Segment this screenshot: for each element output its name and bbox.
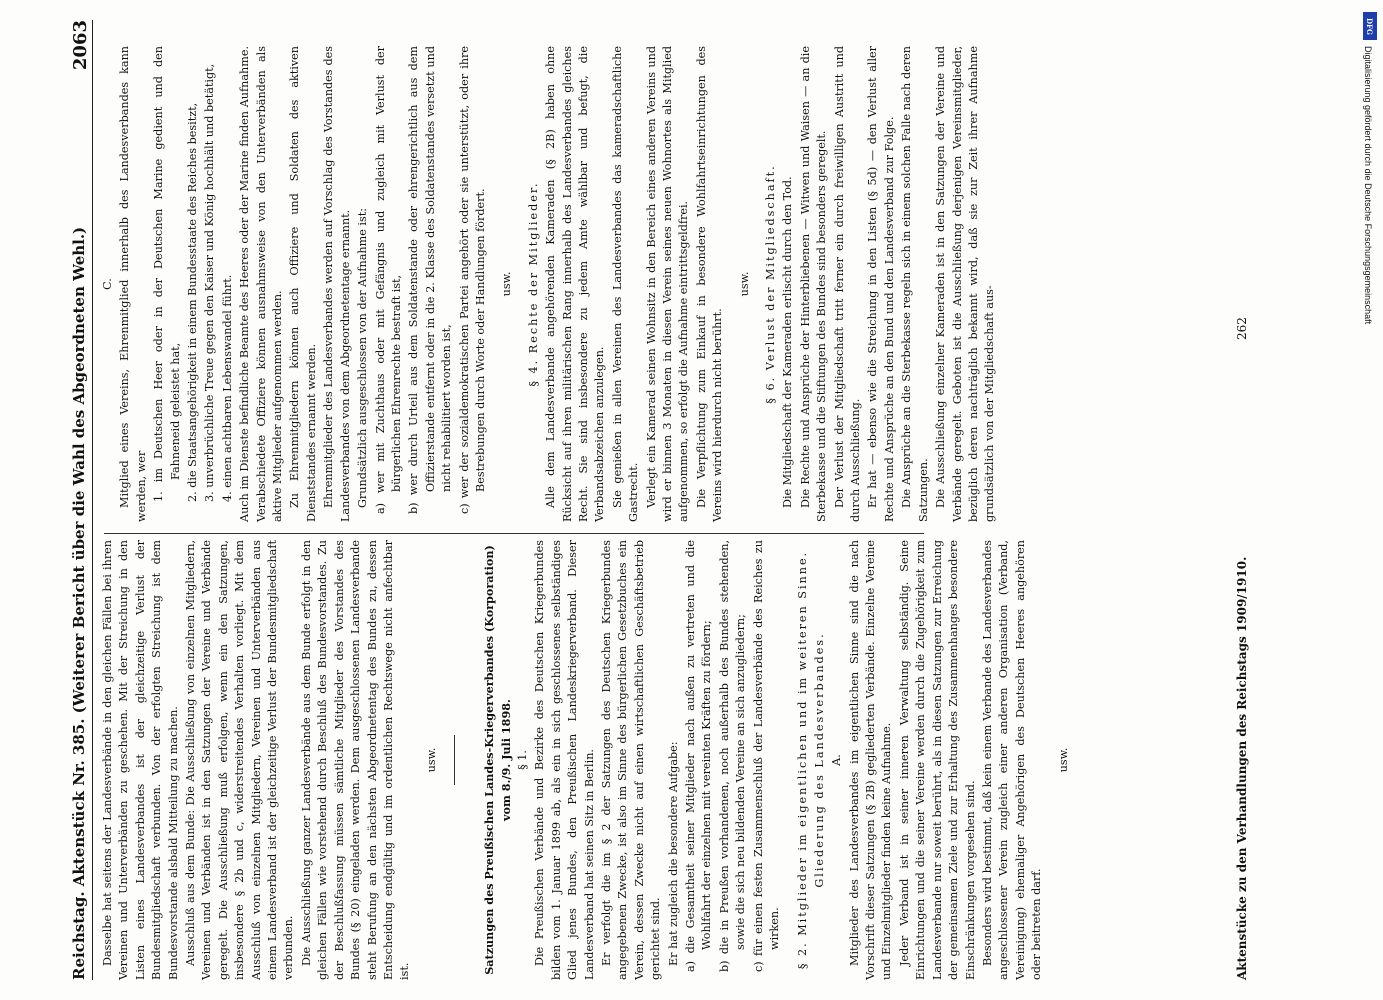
- list-item: b) die in Preußen vorhandenen, noch außerhalb des Bundes stehenden, sowie die sich neu bildenden Vereine an sich anzugliedern;: [717, 540, 748, 972]
- list-item: 3. unverbrüchliche Treue gegen den Kaiser und König hochhält und betätigt,: [203, 63, 217, 502]
- subsection-heading: A.: [830, 754, 844, 766]
- usw-marker: usw.: [424, 747, 438, 773]
- section-heading: § 4. Rechte der Mitglieder.: [526, 181, 540, 387]
- paragraph: Er verfolgt die im § 2 der Satzungen des Deutschen Kriegerbundes angegebenen Zwecke, ist also im Sinne des bürgerlichen Gesetzbuches ein Verein, dessen Zwecke nicht auf einen wirtschaftlichen Geschäftsbetrieb gerichtet sind.: [599, 540, 663, 980]
- list-item: c) für einen festen Zusammenschluß der Landesverbände des Reiches zu wirken.: [751, 540, 782, 972]
- section-heading: § 1.: [515, 750, 529, 770]
- paragraph: Auch im Dienste befindliche Beamte des Heeres oder der Marine finden Aufnahme. Verabschiedete Offiziere können ausnahmsweise von den Unterverbänden als aktive Mitglieder aufgenommen werden.: [238, 46, 285, 522]
- usw-marker: usw.: [1056, 747, 1070, 773]
- statute-title: Satzungen des Preußischen Landes-Kriegerverbandes (Korporation) vom 8./9. Juli 1898.: [482, 545, 513, 975]
- paragraph: Alle dem Landesverbande angehörenden Kameraden (§ 2B) haben ohne Rücksicht auf ihren militärischen Rang innerhalb des Landesverbandes gleiches Recht. Sie sind insbesondere zu jedem Amte wählbar und befugt, die Verbandsabzeichen anzulegen.: [544, 46, 607, 522]
- list-item: 2. die Staatsangehörigkeit in einem Bundesstaate des Reiches besitzt,: [186, 102, 200, 502]
- paragraph: Mitglied eines Vereins, Ehrenmitglied innerhalb des Landesverbandes kann werden, wer: [118, 46, 148, 522]
- list-item: a) wer mit Zuchthaus oder mit Gefängnis und zugleich mit Verlust der bürgerlichen Ehrenrechte bestraft ist,: [373, 46, 403, 514]
- paragraph: Er hat zugleich die besondere Aufgabe:: [666, 741, 680, 966]
- right-column: [100, 46, 1000, 522]
- funding-note: Digitalisierung gefördert durch die Deutsche Forschungsgemeinschaft: [1363, 46, 1373, 325]
- paragraph: Er hat — ebenso wie die Streichung in den Listen (§ 5d) — den Verlust aller Rechte und Ansprüche an den Bund und den Landesverband zur Folge.: [866, 46, 896, 522]
- list-item: b) wer durch Urteil aus dem Soldatenstande oder ehrengerichtlich aus dem Offizierstande entfernt oder in die 2. Klasse des Soldatenstandes versetzt und nicht rehabilitiert worden ist,: [407, 46, 454, 514]
- list-item: 4. einen achtbaren Lebenswandel führt.: [220, 274, 234, 502]
- column-divider: [104, 533, 924, 534]
- paragraph: Ehrenmitglieder des Landesverbandes werden auf Vorschlag des Vorstandes des Landesverbandes von dem Abgeordnetentage ernannt.: [322, 46, 352, 522]
- paragraph: Besonders wird bestimmt, daß kein einem Verbande des Landesverbandes angeschlossener Verein zugleich einer anderen Organisation (Verband, Vereinigung) ehemaliger Angehörigen des Deutschen Heeres angehören oder beitreten darf.: [980, 540, 1044, 980]
- page-footer: Aktenstücke zu den Verhandlungen des Reichstags 1909/1910.: [1235, 556, 1249, 980]
- paragraph: Die Mitgliedschaft der Kameraden erlischt durch den Tod.: [781, 176, 795, 508]
- digitization-sidebar: [1357, 6, 1381, 996]
- footer-page-number: 262: [1235, 317, 1249, 340]
- paragraph: Die Verpflichtung zum Einkauf in besondere Wohlfahrtseinrichtungen des Vereins wird hierdurch nicht berührt.: [694, 46, 725, 522]
- header-title: Reichstag. Aktenstück Nr. 385. (Weiterer Bericht über die Wahl des Abgeordneten Wehl.): [70, 226, 88, 980]
- dfg-logo-icon: DFG: [1363, 12, 1377, 40]
- section-heading: § 6. Verlust der Mitgliedschaft.: [764, 164, 778, 404]
- list-item: 1. im Deutschen Heer oder in der Deutschen Marine gedient und den Fahneneid geleistet hat,: [152, 46, 182, 502]
- list-item: a) die Gesamtheit seiner Mitglieder nach außen zu vertreten und die Wohlfahrt der einzelnen mit vereinten Kräften zu fördern;: [684, 540, 714, 972]
- page-header: [0, 20, 93, 980]
- section-heading: § 2. Mitglieder im eigentlichen und im weiteren Sinne. Gliederung des Landesverbandes.: [796, 550, 826, 970]
- list-item: c) wer der sozialdemokratischen Partei angehört oder sie unterstützt, oder ihre Bestrebungen durch Worte oder Handlungen fördert.: [457, 46, 487, 514]
- paragraph: Die Ausschließung ganzer Landesverbände aus dem Bunde erfolgt in den gleichen Fällen wie vorstehend durch Beschluß des Bundesvorstandes. Zu der Beschlußfassung müssen sämtliche Mitglieder des Vorstandes des Bundes (§ 20) eingeladen werden. Dem ausgeschlossenen Landesverbande steht Berufung an den nächsten Abgeordnetentag des Bundes zu, dessen Entscheidung endgültig und im ordentlichen Rechtswege nicht anfechtbar ist.: [299, 540, 412, 980]
- subsection-heading: C.: [101, 278, 114, 290]
- paragraph: Der Verlust der Mitgliedschaft tritt ferner ein durch freiwilligen Austritt und durch Ausschließung.: [832, 46, 863, 522]
- usw-marker: usw.: [737, 271, 751, 297]
- paragraph: Die Ausschließung einzelner Kameraden ist in den Satzungen der Vereine und Verbände geregelt. Geboten ist die Ausschließung derjenigen Vereinsmitglieder, bezüglich deren nachträglich bekannt wird, daß sie zur Zeit ihrer Aufnahme grundsätzlich von der Mitgliedschaft aus-: [934, 46, 997, 522]
- paragraph: Dasselbe hat seitens der Landesverbände in den gleichen Fällen bei ihren Vereinen und Unterverbänden zu geschehen. Mit der Streichung in den Listen eines Landesverbandes ist der gleichzeitige Verlust der Bundesmitgliedschaft verbunden. Von der erfolgten Streichung ist dem Bundesvorstande alsbald Mitteilung zu machen.: [101, 540, 180, 980]
- paragraph: Sie genießen in allen Vereinen des Landesverbandes das kameradschaftliche Gastrecht.: [610, 46, 641, 522]
- paragraph: Mitglieder des Landesverbandes im eigentlichen Sinne sind die nach Vorschrift dieser Satzungen (§ 2B) gegliederten Verbände. Einzelne Vereine und Einzelmitglieder finden keine Aufnahme.: [847, 540, 894, 980]
- paragraph: Zu Ehrenmitgliedern können auch Offiziere und Soldaten des aktiven Dienststandes ernannt werden.: [288, 46, 318, 522]
- left-column: [100, 540, 1082, 980]
- paragraph: Die Rechte und Ansprüche der Hinterbliebenen — Witwen und Waisen — an die Sterbekasse und die Stiftungen des Bundes sind besonders geregelt.: [798, 46, 829, 522]
- paragraph: Die Ansprüche an die Sterbekasse regeln sich in einem solchen Falle nach deren Satzungen.: [900, 46, 930, 522]
- paragraph: Verlegt ein Kamerad seinen Wohnsitz in den Bereich eines anderen Vereins und wird er binnen 3 Monaten in diesen Verein seines neuen Wohnortes als Mitglied aufgenommen, so erfolgt die Aufnahme eintrittsgeldfrei.: [644, 46, 691, 522]
- section-rule: [454, 735, 455, 785]
- paragraph: Ausschluß aus dem Bunde: Die Ausschließung von einzelnen Mitgliedern, Vereinen und Verbänden ist in den Satzungen der Vereine und Verbände geregelt. Die Ausschließung muß erfolgen, wenn ein den Satzungen, insbesondere § 2b und c, widerstreitendes Verhalten vorliegt. Mit dem Ausschluß von einzelnen Mitgliedern, Vereinen und Unterverbänden aus einem Landesverband ist der gleichzeitige Verlust der Bundesmitgliedschaft verbunden.: [184, 540, 296, 980]
- paragraph: Grundsätzlich ausgeschlossen von der Aufnahme ist:: [356, 207, 370, 508]
- paragraph: Die Preußischen Verbände und Bezirke des Deutschen Kriegerbundes bilden vom 1. Januar 1899 ab, als ein in sich geschlossenes selbständiges Glied jenes Bundes, den Preußischen Landeskriegerverband. Dieser Landesverband hat seinen Sitz in Berlin.: [533, 540, 596, 980]
- usw-marker: usw.: [500, 271, 514, 297]
- header-page-number: 2063: [70, 20, 91, 71]
- paragraph: Jeder Verband ist in seiner inneren Verwaltung selbständig. Seine Einrichtungen und die seiner Vereine werden durch die Zugehörigkeit zum Landesverbande nur soweit berührt, als in diesen Satzungen zur Erreichung der gemeinsamen Ziele und zur Erhaltung des Zusammenhanges besondere Einschränkungen vorgesehen sind.: [897, 540, 977, 980]
